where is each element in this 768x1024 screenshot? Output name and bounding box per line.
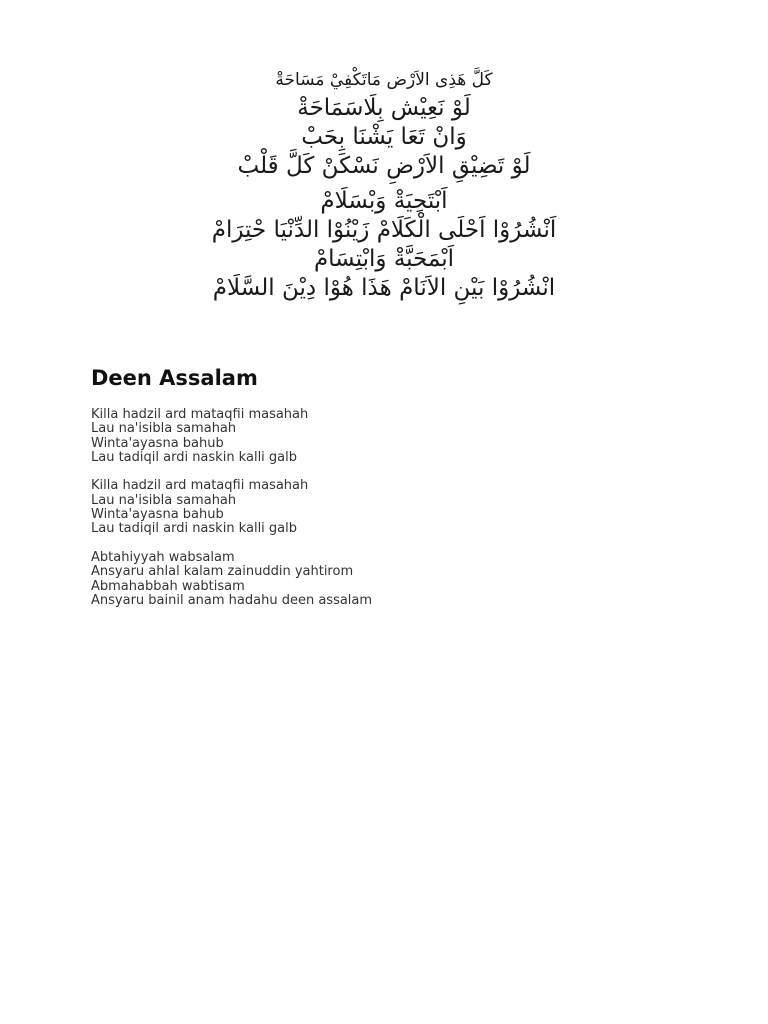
lyric-line: Abtahiyyah wabsalam xyxy=(91,549,235,565)
arabic-line: اَبْمَحَبَّةْ وَابْتِسَامْ xyxy=(313,246,455,272)
arabic-line: لَوْ نَعِيْش بِلَاسَمَاحَةْ xyxy=(297,95,471,121)
arabic-line: وَانْ تَعَا يَشْنَا بِحَبْ xyxy=(301,124,467,150)
arabic-line: لَوْ تَضِيْقِ الاَرْضِ نَسْكَنْ كَلَّ قَلْبْ xyxy=(237,153,531,179)
arabic-line: اَنْشُرُوْا اَحْلَى الْكَلَامْ زَيْنُوْا الدِّنْيَا حْتِرَامْ xyxy=(211,217,557,243)
lyric-line: Lau na'isibla samahah xyxy=(91,492,237,508)
song-title: Deen Assalam xyxy=(91,366,258,390)
lyric-line: Lau na'isibla samahah xyxy=(91,421,237,437)
arabic-line: اَبْتَحِيَةْ وَبْسَلَامْ xyxy=(320,188,448,214)
arabic-line: انْشُرُوْا بَيْنِ الاَنَامْ هَذَا هُوْا دِيْنَ السَّلَامْ xyxy=(212,275,556,301)
lyric-line: Ansyaru bainil anam hadahu deen assalam xyxy=(91,592,373,608)
lyric-line: Abmahabbah wabtisam xyxy=(91,578,245,594)
arabic-line: كَلَّ هَذِى الاَرْض مَاتَكْفِيْ مَسَاحَةْ xyxy=(275,70,493,90)
transliteration-lyrics xyxy=(91,408,691,622)
lyric-line: Winta'ayasna bahub xyxy=(91,435,224,451)
stanza xyxy=(91,408,691,465)
arabic-lyrics xyxy=(0,66,768,303)
lyric-line: Ansyaru ahlal kalam zainuddin yahtirom xyxy=(91,564,354,580)
stanza xyxy=(91,479,691,536)
lyric-line: Killa hadzil ard mataqfii masahah xyxy=(91,478,309,494)
lyric-line: Lau tadiqil ardi naskin kalli galb xyxy=(91,521,298,537)
lyric-line: Killa hadzil ard mataqfii masahah xyxy=(91,407,309,422)
lyric-line: Lau tadiqil ardi naskin kalli galb xyxy=(91,449,298,465)
stanza xyxy=(91,551,691,608)
lyric-line: Winta'ayasna bahub xyxy=(91,507,224,523)
